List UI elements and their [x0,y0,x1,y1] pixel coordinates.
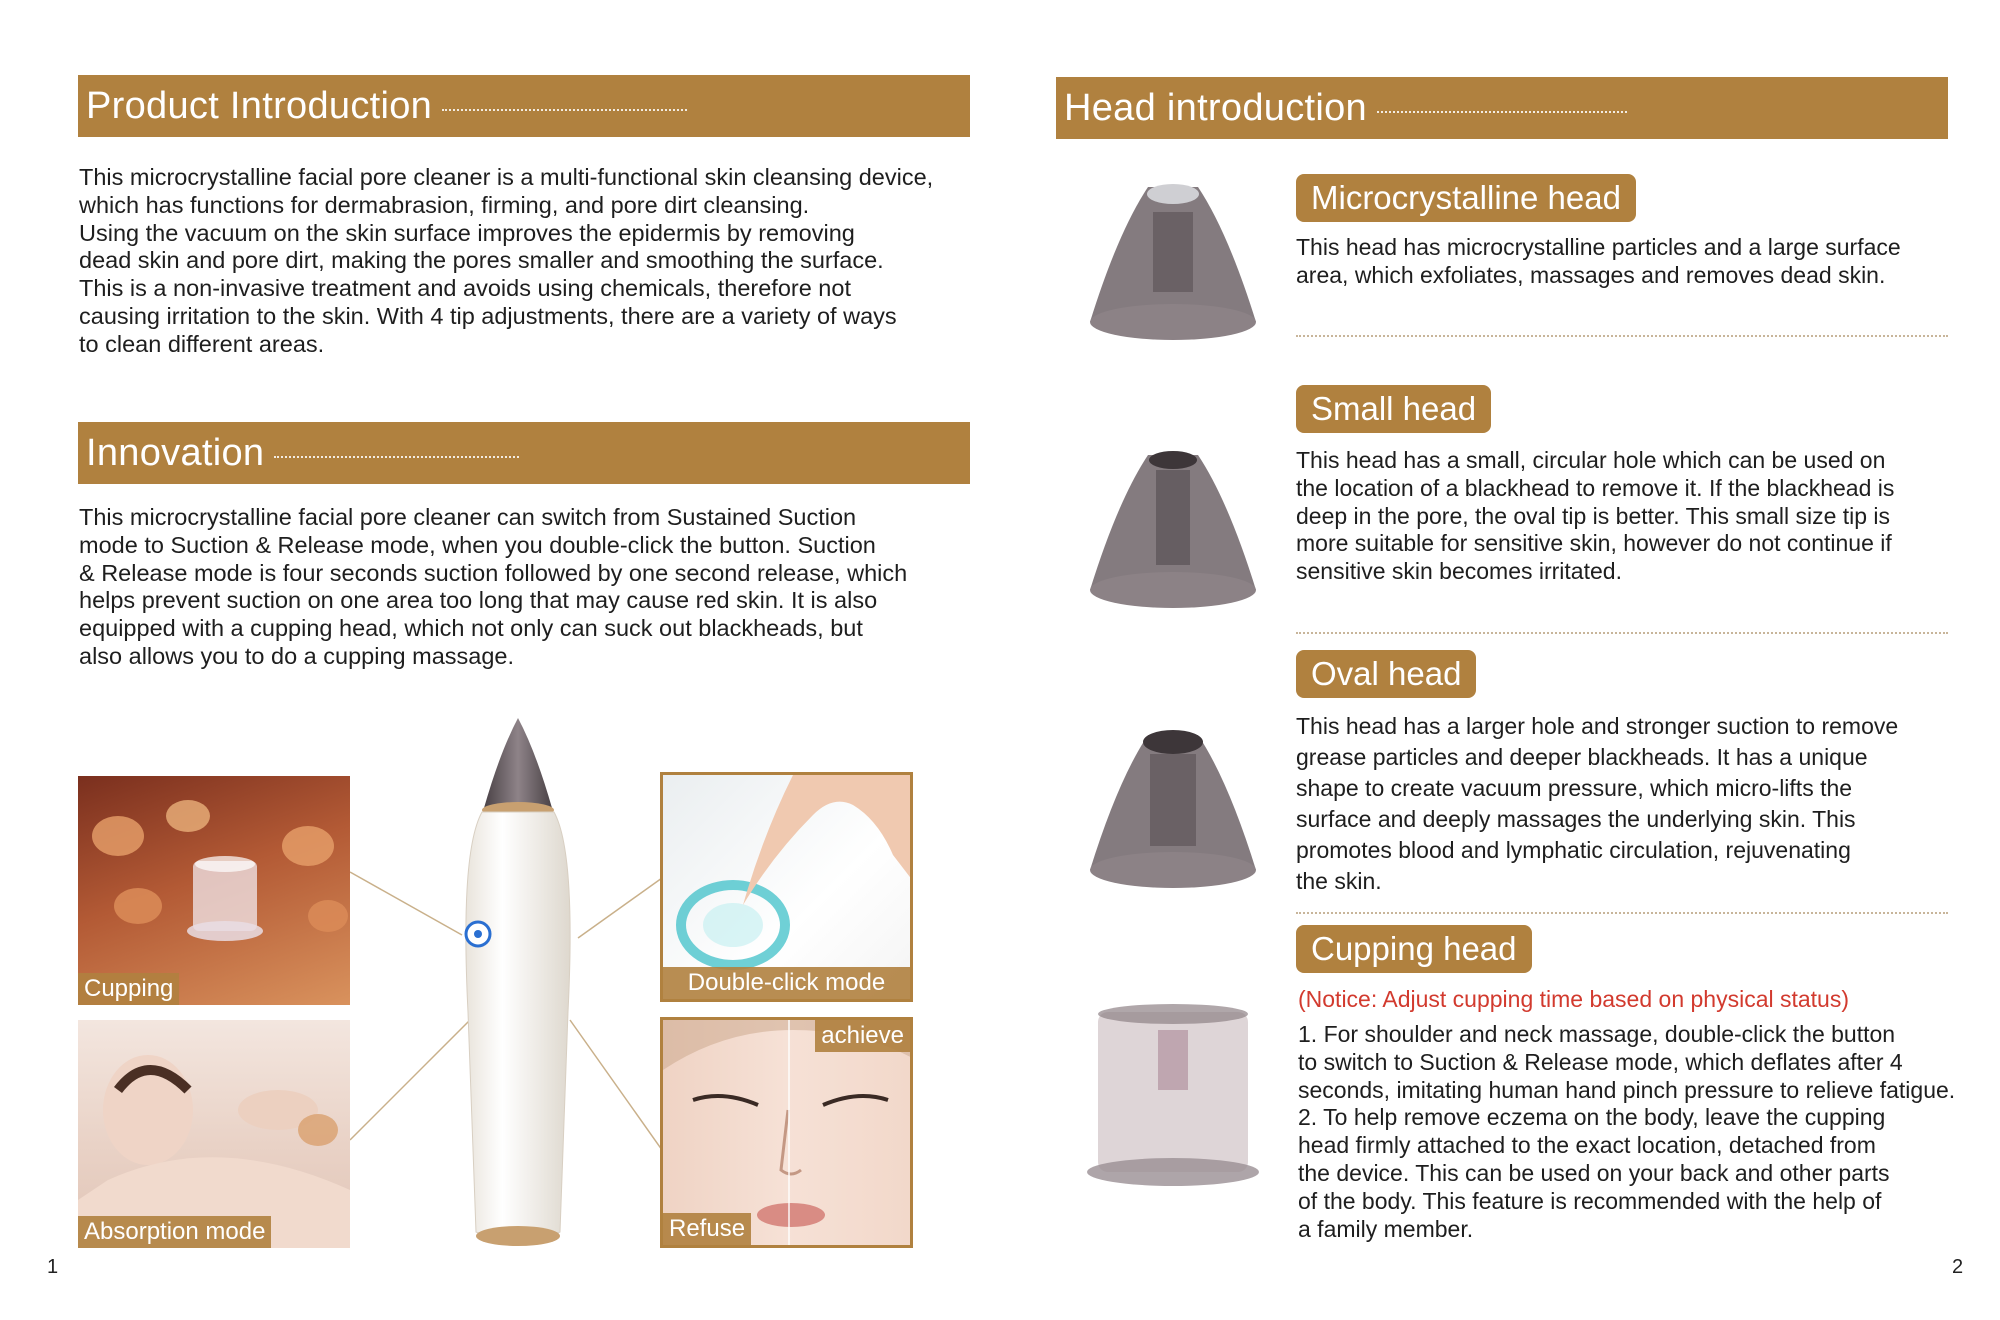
small-head-image [1078,440,1268,640]
text-line: sensitive skin becomes irritated. [1296,558,1622,585]
absorption-photo [78,1020,350,1248]
cupping-head-image [1078,1000,1268,1200]
cupping-notice: (Notice: Adjust cupping time based on physical status) [1298,986,1850,1012]
double-click-caption: Double-click mode [663,967,910,999]
text-line: head firmly attached to the exact location, detached from [1298,1132,1876,1159]
right-page [1000,0,2000,1320]
text-line: a family member. [1298,1215,1474,1242]
text-line: This head has a larger hole and stronger suction to remove [1296,713,1899,739]
cupping-cups-illustration [78,776,350,1005]
innovation-title: Innovation [86,431,265,474]
cupping-head-text [1298,1021,1998,1243]
text-line: also allows you to do a cupping massage. [79,642,515,669]
text-line: helps prevent suction on one area too long that may cause red skin. It is also [79,587,878,614]
text-line: which has functions for dermabrasion, firming, and pore dirt cleansing. [79,191,810,218]
head-introduction-header [1056,77,1948,139]
product-introduction-title: Product Introduction [86,84,433,127]
cupping-head-label: Cupping head [1296,925,1532,973]
pore-cleaner-device [440,712,600,1264]
small-head-label: Small head [1296,385,1491,433]
text-line: the location of a blackhead to remove it. If the blackhead is [1296,474,1895,501]
achieve-caption: achieve [815,1020,910,1052]
text-line: & Release mode is four seconds suction followed by one second release, which [79,559,908,586]
text-line: 1. For shoulder and neck massage, double-click the button [1298,1021,1896,1047]
section-divider [1296,335,1948,337]
cupping-photo [78,776,350,1005]
text-line: mode to Suction & Release mode, when you double-click the button. Suction [79,531,876,558]
section-divider [1296,912,1948,914]
head-introduction-title: Head introduction [1064,86,1367,129]
text-line: to switch to Suction & Release mode, which deflates after 4 [1298,1048,1903,1075]
absorption-caption: Absorption mode [78,1216,271,1248]
text-line: causing irritation to the skin. With 4 tip adjustments, there are a variety of ways [79,302,897,329]
text-line: grease particles and deeper blackheads. It has a unique [1296,744,1868,770]
text-line: This microcrystalline facial pore cleaner can switch from Sustained Suction [79,504,857,530]
double-click-photo [660,772,913,1002]
text-line: This is a non-invasive treatment and avoids using chemicals, therefore not [79,275,851,302]
text-line: dead skin and pore dirt, making the pores smaller and smoothing the surface. [79,247,884,274]
microcrystalline-head-label: Microcrystalline head [1296,174,1636,222]
page-number-left: 1 [47,1256,59,1278]
device-image [440,712,600,1264]
oval-head-icon [1078,720,1268,920]
cupping-caption: Cupping [78,973,179,1005]
text-line: of the body. This feature is recommended with the help of [1298,1187,1882,1214]
oval-head-image [1078,720,1268,920]
section-divider [1296,632,1948,634]
page-number-right: 2 [1952,1256,1964,1278]
text-line: the skin. [1296,868,1382,894]
refuse-caption: Refuse [663,1213,751,1245]
text-line: promotes blood and lymphatic circulation, rejuvenating [1296,837,1851,863]
massage-illustration [78,1020,350,1248]
header-dotted-rule [1377,111,1627,113]
text-line: the device. This can be used on your back and other parts [1298,1159,1890,1186]
text-line: This microcrystalline facial pore cleaner is a multi-functional skin cleansing device, [79,164,934,190]
text-line: deep in the pore, the oval tip is better. This small size tip is [1296,502,1891,529]
text-line: This head has a small, circular hole which can be used on [1296,447,1886,473]
text-line: surface and deeply massages the underlying skin. This [1296,806,1856,832]
text-line: 2. To help remove eczema on the body, leave the cupping [1298,1104,1886,1131]
text-line: This head has microcrystalline particles and a large surface [1296,234,1901,260]
text-line: Using the vacuum on the skin surface improves the epidermis by removing [79,219,855,246]
text-line: to clean different areas. [79,330,325,357]
text-line: shape to create vacuum pressure, which micro-lifts the [1296,775,1853,801]
microcrystalline-head-image [1078,172,1268,372]
text-line: more suitable for sensitive skin, however do not continue if [1296,530,1892,557]
achieve-refuse-photo [660,1017,913,1248]
oval-head-label: Oval head [1296,650,1476,698]
text-line: equipped with a cupping head, which not only can suck out blackheads, but [79,615,863,642]
cupping-head-icon [1078,1000,1268,1200]
small-head-icon [1078,440,1268,640]
oval-head-text [1296,711,1986,897]
microcrystalline-head-text [1296,234,1986,290]
small-head-text [1296,447,1986,586]
microcrystalline-head-icon [1078,172,1268,372]
text-line: area, which exfoliates, massages and removes dead skin. [1296,261,1886,288]
text-line: seconds, imitating human hand pinch pressure to relieve fatigue. [1298,1076,1956,1103]
